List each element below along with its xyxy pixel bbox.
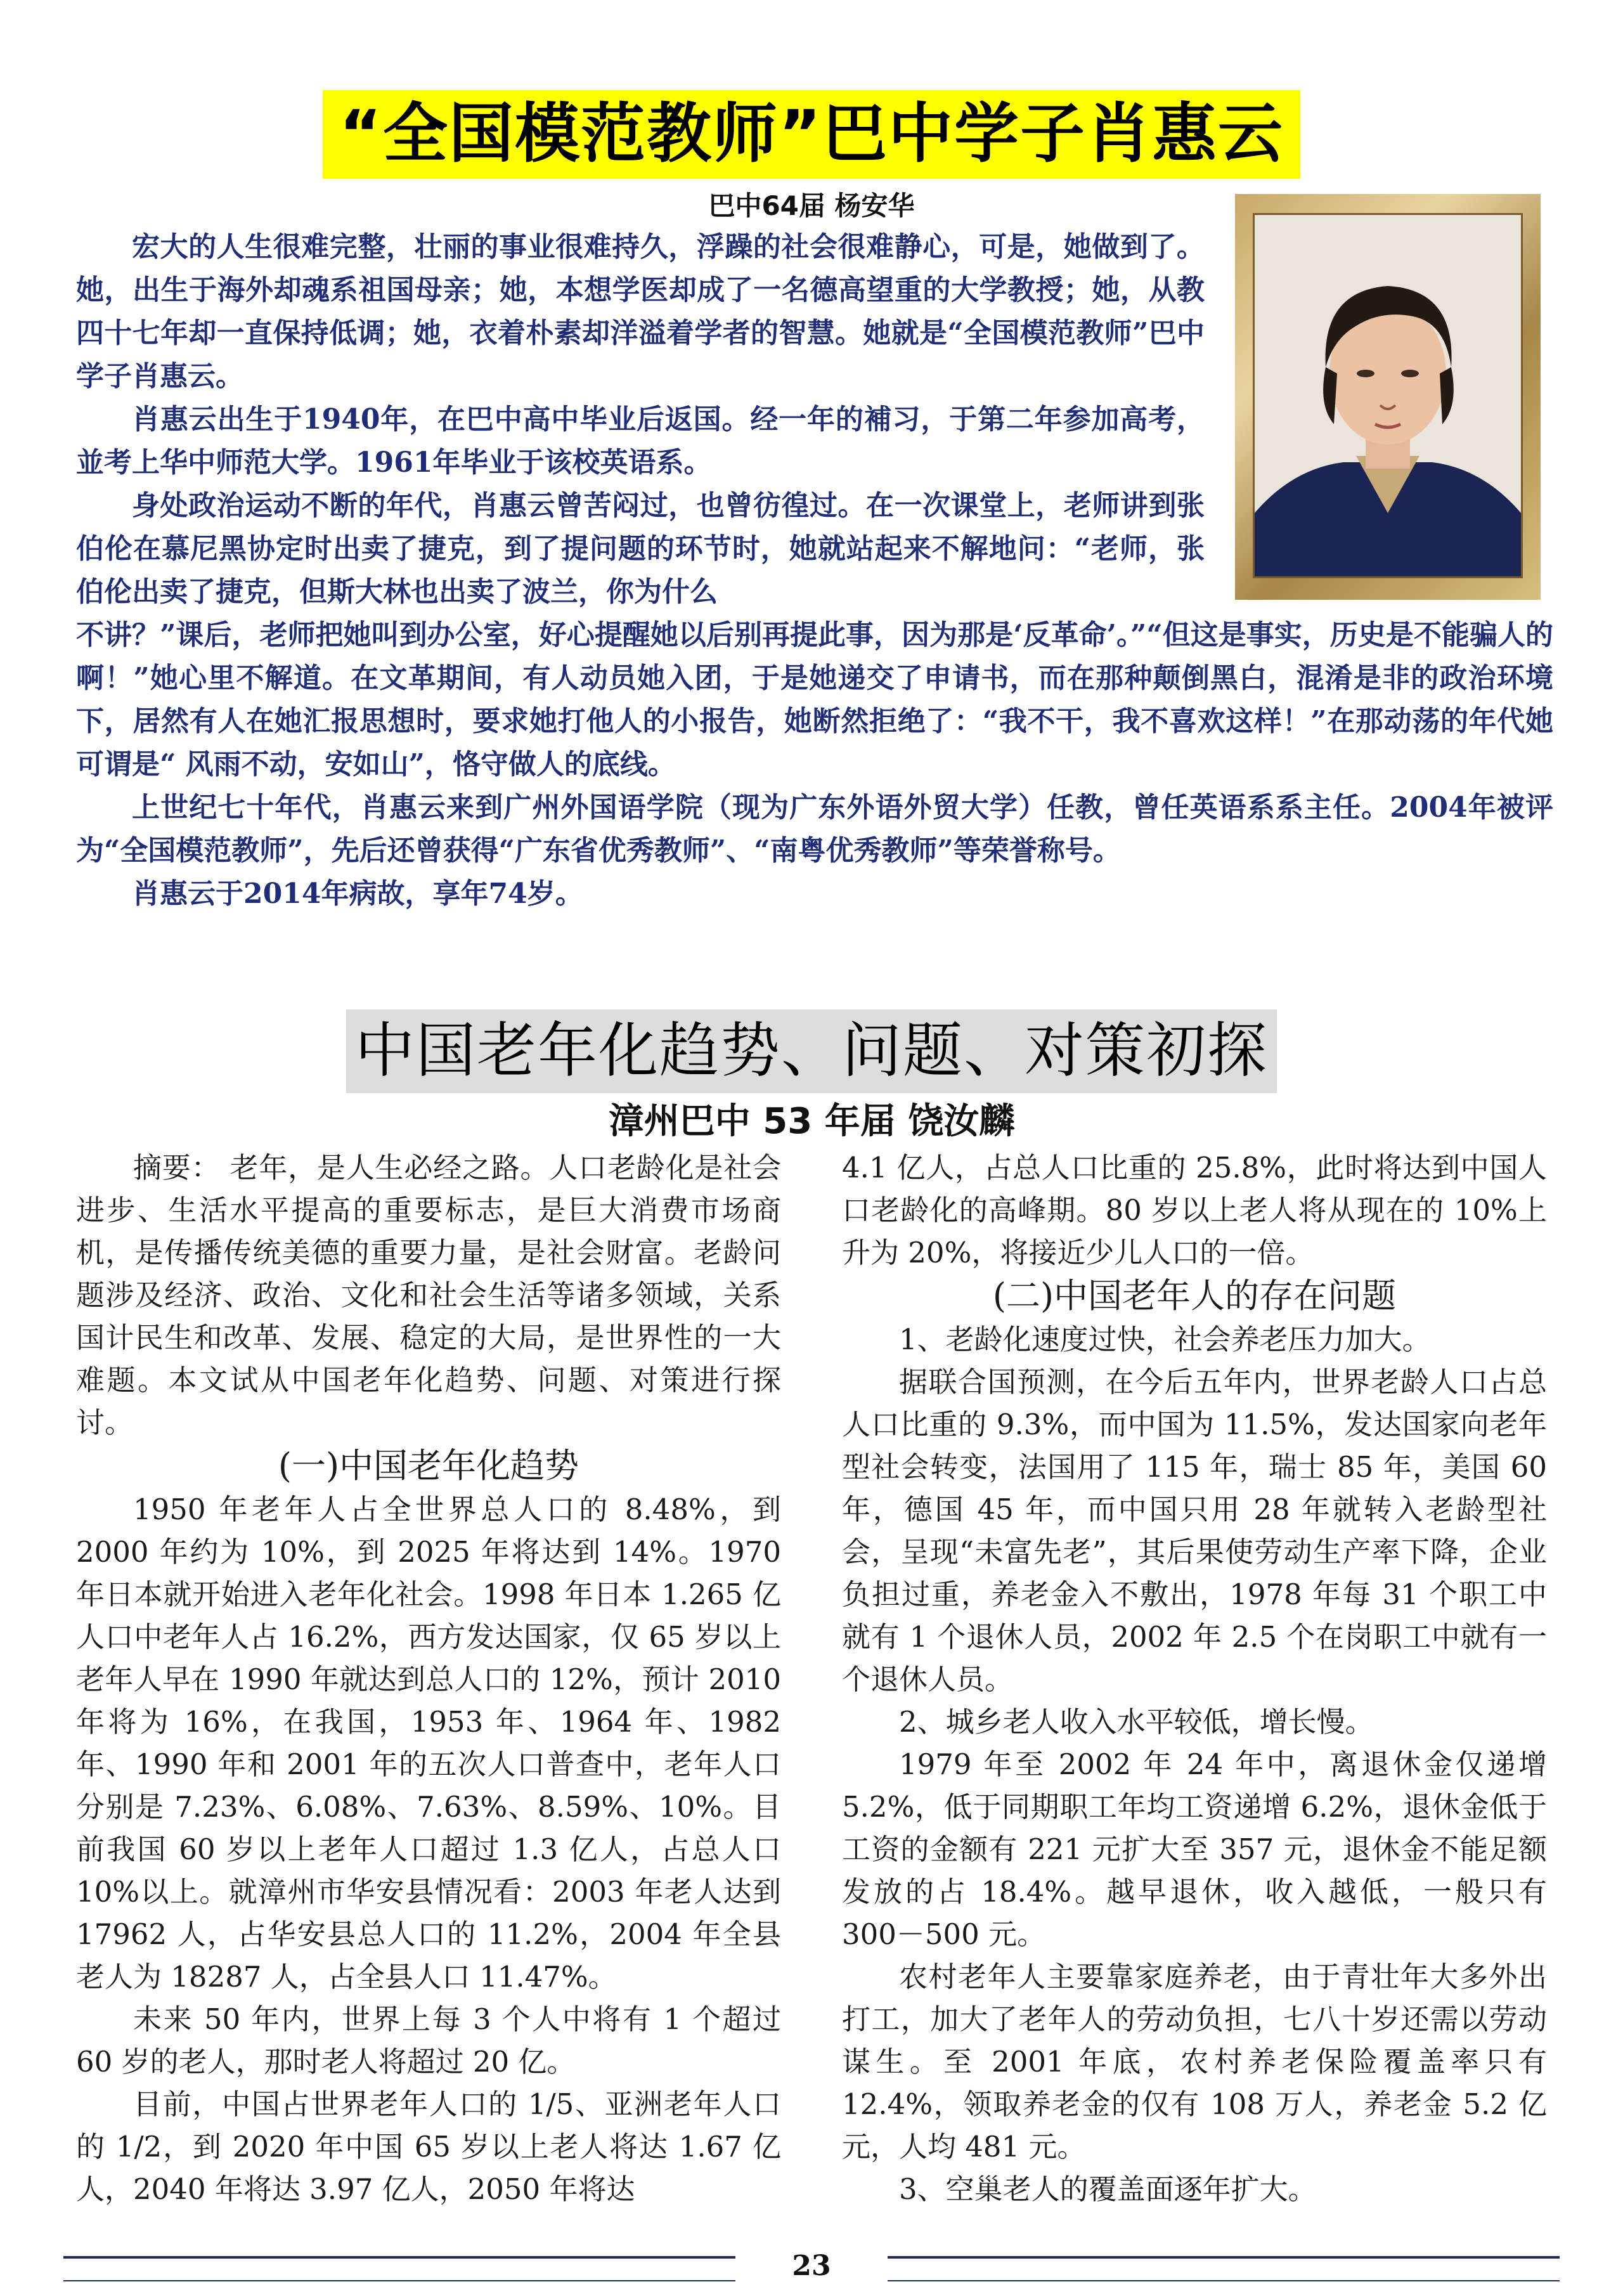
list-item-heading: 2、城乡老人收入水平较低，增长慢。 — [899, 1705, 1374, 1739]
body-paragraph: 目前，中国占世界老年人口的 1/5、亚洲老年人口的 1/2，到 2020 年中国 65 岁以上老人将达 1.67 亿人，2040 年将达 3.97 亿人，2050 年将达 — [76, 2087, 781, 2206]
body-paragraph: 农村老年人主要靠家庭养老，由于青壮年大多外出打工，加大了老年人的劳动负担，七八十岁还需以劳动谋生。至 2001 年底，农村养老保险覆盖率只有 12.4%，领取养老金的仅有 108 万人，养老金 5.2 亿元，人均 481 元。 — [842, 1960, 1547, 2163]
article2-title: 中国老年化趋势、问题、对策初探 — [346, 1009, 1277, 1093]
footer-rule-right — [888, 2256, 1560, 2259]
article2-title-wrap — [0, 1009, 1623, 1093]
article1-title: “全国模范教师”巴中学子肖惠云 — [323, 90, 1300, 179]
article1-body — [76, 226, 1553, 916]
body-paragraph: 据联合国预测，在今后五年内，世界老龄人口占总人口比重的 9.3%，而中国为 11.5%，发达国家向老年型社会转变，法国用了 115 年，瑞士 85 年，美国 60 年，德国 45 年，而中国只用 28 年就转入老龄型社会，呈现“未富先老”，其后果使劳动生产率下降，企业负担过重，养老金入不敷出，1978 年每 31 个职工中就有 1 个退休人员，2002 年 2.5 个在岗职工中就有一个退休人员。 — [842, 1365, 1547, 1696]
article1-paragraph: 肖惠云出生于1940年，在巴中高中毕业后返国。经一年的補习，于第二年参加高考，並考上华中师范大学。1961年毕业于该校英语系。 — [76, 403, 1205, 479]
section-heading-problems: (二)中国老年人的存在问题 — [992, 1276, 1397, 1316]
section-heading-trends: (一)中国老年化趋势 — [278, 1446, 579, 1486]
body-paragraph: 1950 年老年人占全世界总人口的 8.48%，到 2000 年约为 10%，到 2025 年将达到 14%。1970 年日本就开始进入老年化社会。1998 年日本 1.265 亿人口中老年人占 16.2%，西方发达国家，仅 65 岁以上老年人早在 1990 年就达到总人口的 12%，预计 2010 年将为 16%，在我国，1953 年、1964 年、1982 年、1990 年和 2001 年的五次人口普查中，老年人口分别是 7.23%、6.08%、7.63%、8.59%、10%。目前我国 60 岁以上老年人口超过 1.3 亿人，占总人口 10%以上。就漳州市华安县情况看：2003 年老人达到 17962 人，占华安县总人口的 11.2%，2004 年全县老人为 18287 人，占全县人口 11.47%。 — [76, 1493, 781, 1994]
article1-paragraph: 身处政治运动不断的年代，肖惠云曾苦闷过，也曾彷徨过。在一次课堂上，老师讲到张伯伦在慕尼黑协定时出卖了捷克，到了提问题的环节时，她就站起来不解地问：“老师，张伯伦出卖了捷克，但斯大林也出卖了波兰，你为什么 — [76, 490, 1205, 608]
footer-rule-left-lower — [63, 2280, 735, 2281]
article1-paragraph: 上世纪七十年代，肖惠云来到广州外国语学院（现为广东外语外贸大学）任教，曾任英语系系主任。2004年被评为“全国模范教师”，先后还曾获得“广东省优秀教师”、“南粤优秀教师”等荣誉称号。 — [76, 791, 1553, 867]
list-item-heading: 3、空巢老人的覆盖面逐年扩大。 — [899, 2172, 1317, 2206]
page-number: 23 — [792, 2250, 831, 2282]
article2-byline: 漳州巴中 53 年届 饶汝麟 — [608, 1101, 1015, 1142]
body-paragraph: 未来 50 年内，世界上每 3 个人中将有 1 个超过 60 岁的老人，那时老人将超过 20 亿。 — [76, 2002, 781, 2079]
abstract-paragraph: 摘要： 老年，是人生必经之路。人口老龄化是社会进步、生活水平提高的重要标志，是巨大消费市场商机，是传播传统美德的重要力量，是社会财富。老龄问题涉及经济、政治、文化和社会生活等诸多领域，关系国计民生和改革、发展、稳定的大局，是世界性的一大难题。本文试从中国老年化趋势、问题、对策进行探讨。 — [76, 1151, 781, 1439]
list-item-heading: 1、老龄化速度过快，社会养老压力加大。 — [899, 1323, 1431, 1356]
article1-paragraph: 肖惠云于2014年病故，享年74岁。 — [132, 878, 583, 910]
footer-rule-right-lower — [888, 2280, 1560, 2281]
article1-byline: 巴中64届 杨安华 — [708, 190, 915, 221]
article2-right-column — [842, 1146, 1547, 2210]
body-paragraph: 1979 年至 2002 年 24 年中，离退休金仅递增 5.2%，低于同期职工年均工资递增 6.2%，退休金低于工资的金额有 221 元扩大至 357 元，退休金不能足额发放的占 18.4%。越早退休，收入越低，一般只有 300－500 元。 — [842, 1748, 1547, 1951]
body-paragraph-continuation: 4.1 亿人，占总人口比重的 25.8%，此时将达到中国人口老龄化的高峰期。80 岁以上老人将从现在的 10%上升为 20%，将接近少儿人口的一倍。 — [842, 1151, 1547, 1269]
article1-paragraph: 宏大的人生很难完整，壮丽的事业很难持久，浮躁的社会很难静心，可是，她做到了。她，出生于海外却魂系祖国母亲；她，本想学医却成了一名德高望重的大学教授；她，从教四十七年却一直保持低调；她，衣着朴素却洋溢着学者的智慧。她就是“全国模范教师”巴中学子肖惠云。 — [76, 231, 1205, 392]
article1-title-wrap — [0, 90, 1623, 179]
article2-left-column — [76, 1146, 781, 2210]
footer-rule-left — [63, 2256, 735, 2259]
article1-paragraph-continuation: 不讲？”课后，老师把她叫到办公室，好心提醒她以后别再提此事，因为那是‘反革命’。”“但这是事实，历史是不能骗人的啊！”她心里不解道。在文革期间，有人动员她入团，于是她递交了申请书，而在那种颠倒黑白，混淆是非的政治环境下，居然有人在她汇报思想时，要求她打他人的小报告，她断然拒绝了：“我不干，我不喜欢这样！”在那动荡的年代她可谓是“ 风雨不动，安如山”，恪守做人的底线。 — [76, 619, 1553, 781]
